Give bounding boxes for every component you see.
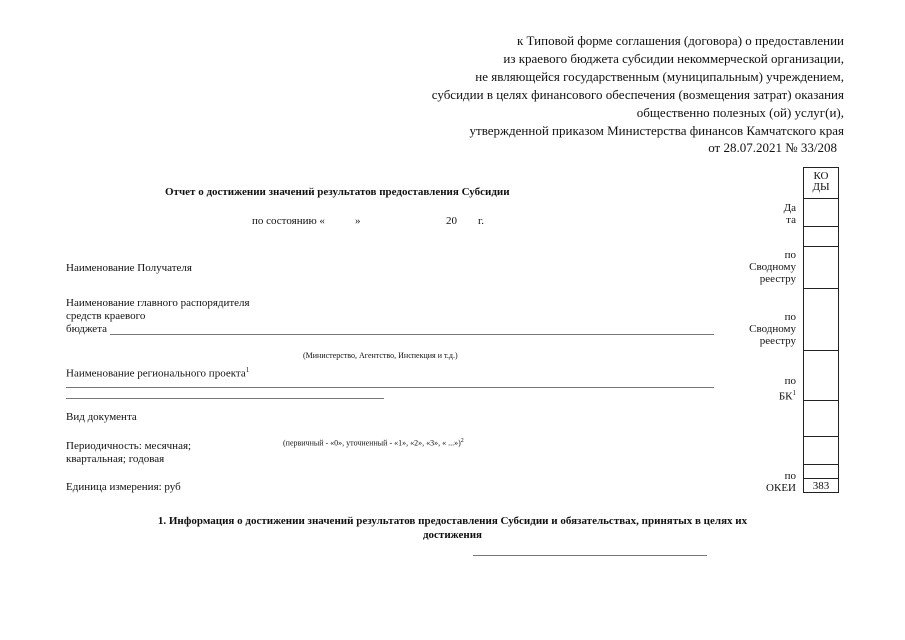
main-manager-label-2: средств краевого bbox=[66, 310, 146, 322]
codes-table bbox=[803, 167, 839, 493]
header-line-1: к Типовой форме соглашения (договора) о предоставлении bbox=[516, 33, 844, 48]
codes-header: КО ДЫ bbox=[812, 170, 830, 193]
date-label: Да та bbox=[783, 202, 796, 226]
recipient-label: Наименование Получателя bbox=[66, 262, 192, 274]
main-manager-label-1: Наименование главного распорядителя bbox=[66, 297, 250, 309]
unit-label: Единица измерения: руб bbox=[66, 481, 181, 493]
form-title: Отчет о достижении значений результатов предоставления Субсидии bbox=[165, 186, 510, 198]
main-manager-rule bbox=[110, 334, 714, 335]
periodicity-label-2: квартальная; годовая bbox=[66, 453, 165, 465]
header-line-6: утвержденной приказом Министерства финансов Камчатского края bbox=[469, 123, 844, 138]
doc-type-label: Вид документа bbox=[66, 411, 137, 423]
regional-project-rule-1 bbox=[66, 387, 714, 388]
as-of-prefix: по состоянию « bbox=[252, 215, 325, 227]
header-line-2: из краевого бюджета субсидии некоммерческой организации, bbox=[503, 51, 844, 66]
registry-label-1: по Сводному реестру bbox=[749, 249, 796, 285]
as-of-quote: » bbox=[355, 215, 361, 227]
section-1-rule bbox=[473, 555, 707, 556]
ministry-hint: (Министерство, Агентство, Инспекция и т.д.) bbox=[303, 351, 458, 360]
header-line-5: общественно полезных (ой) услуг(и), bbox=[636, 105, 844, 120]
section-1-title-line-1: 1. Информация о достижении значений результатов предоставления Субсидии и обязательствах, принятых в целях их bbox=[157, 515, 748, 527]
as-of-year: 20 bbox=[446, 215, 457, 227]
okei-code-value: 383 bbox=[812, 480, 830, 492]
header-line-3: не являющейся государственным (муниципальным) учреждением, bbox=[475, 69, 844, 84]
okei-label: по ОКЕИ bbox=[766, 470, 796, 494]
section-1-title-line-2: достижения bbox=[422, 529, 483, 541]
registry-label-2: по Сводному реестру bbox=[749, 311, 796, 347]
order-reference: от 28.07.2021 № 33/208 bbox=[708, 140, 837, 155]
regional-project-rule-2 bbox=[66, 398, 384, 399]
header-line-4: субсидии в целях финансового обеспечения (возмещения затрат) оказания bbox=[431, 87, 844, 102]
as-of-suffix: г. bbox=[478, 215, 485, 227]
periodicity-label-1: Периодичность: месячная; bbox=[66, 440, 192, 452]
bk-label: по $БК^1$ bbox=[778, 375, 796, 403]
main-manager-label-3: бюджета bbox=[66, 323, 108, 335]
regional-project-label: Наименование регионального проекта$^1$ bbox=[66, 366, 250, 380]
doc-type-hint: (первичный - «0», уточненный - «1», «2», «3», « ...»)$^2$ bbox=[283, 438, 464, 448]
